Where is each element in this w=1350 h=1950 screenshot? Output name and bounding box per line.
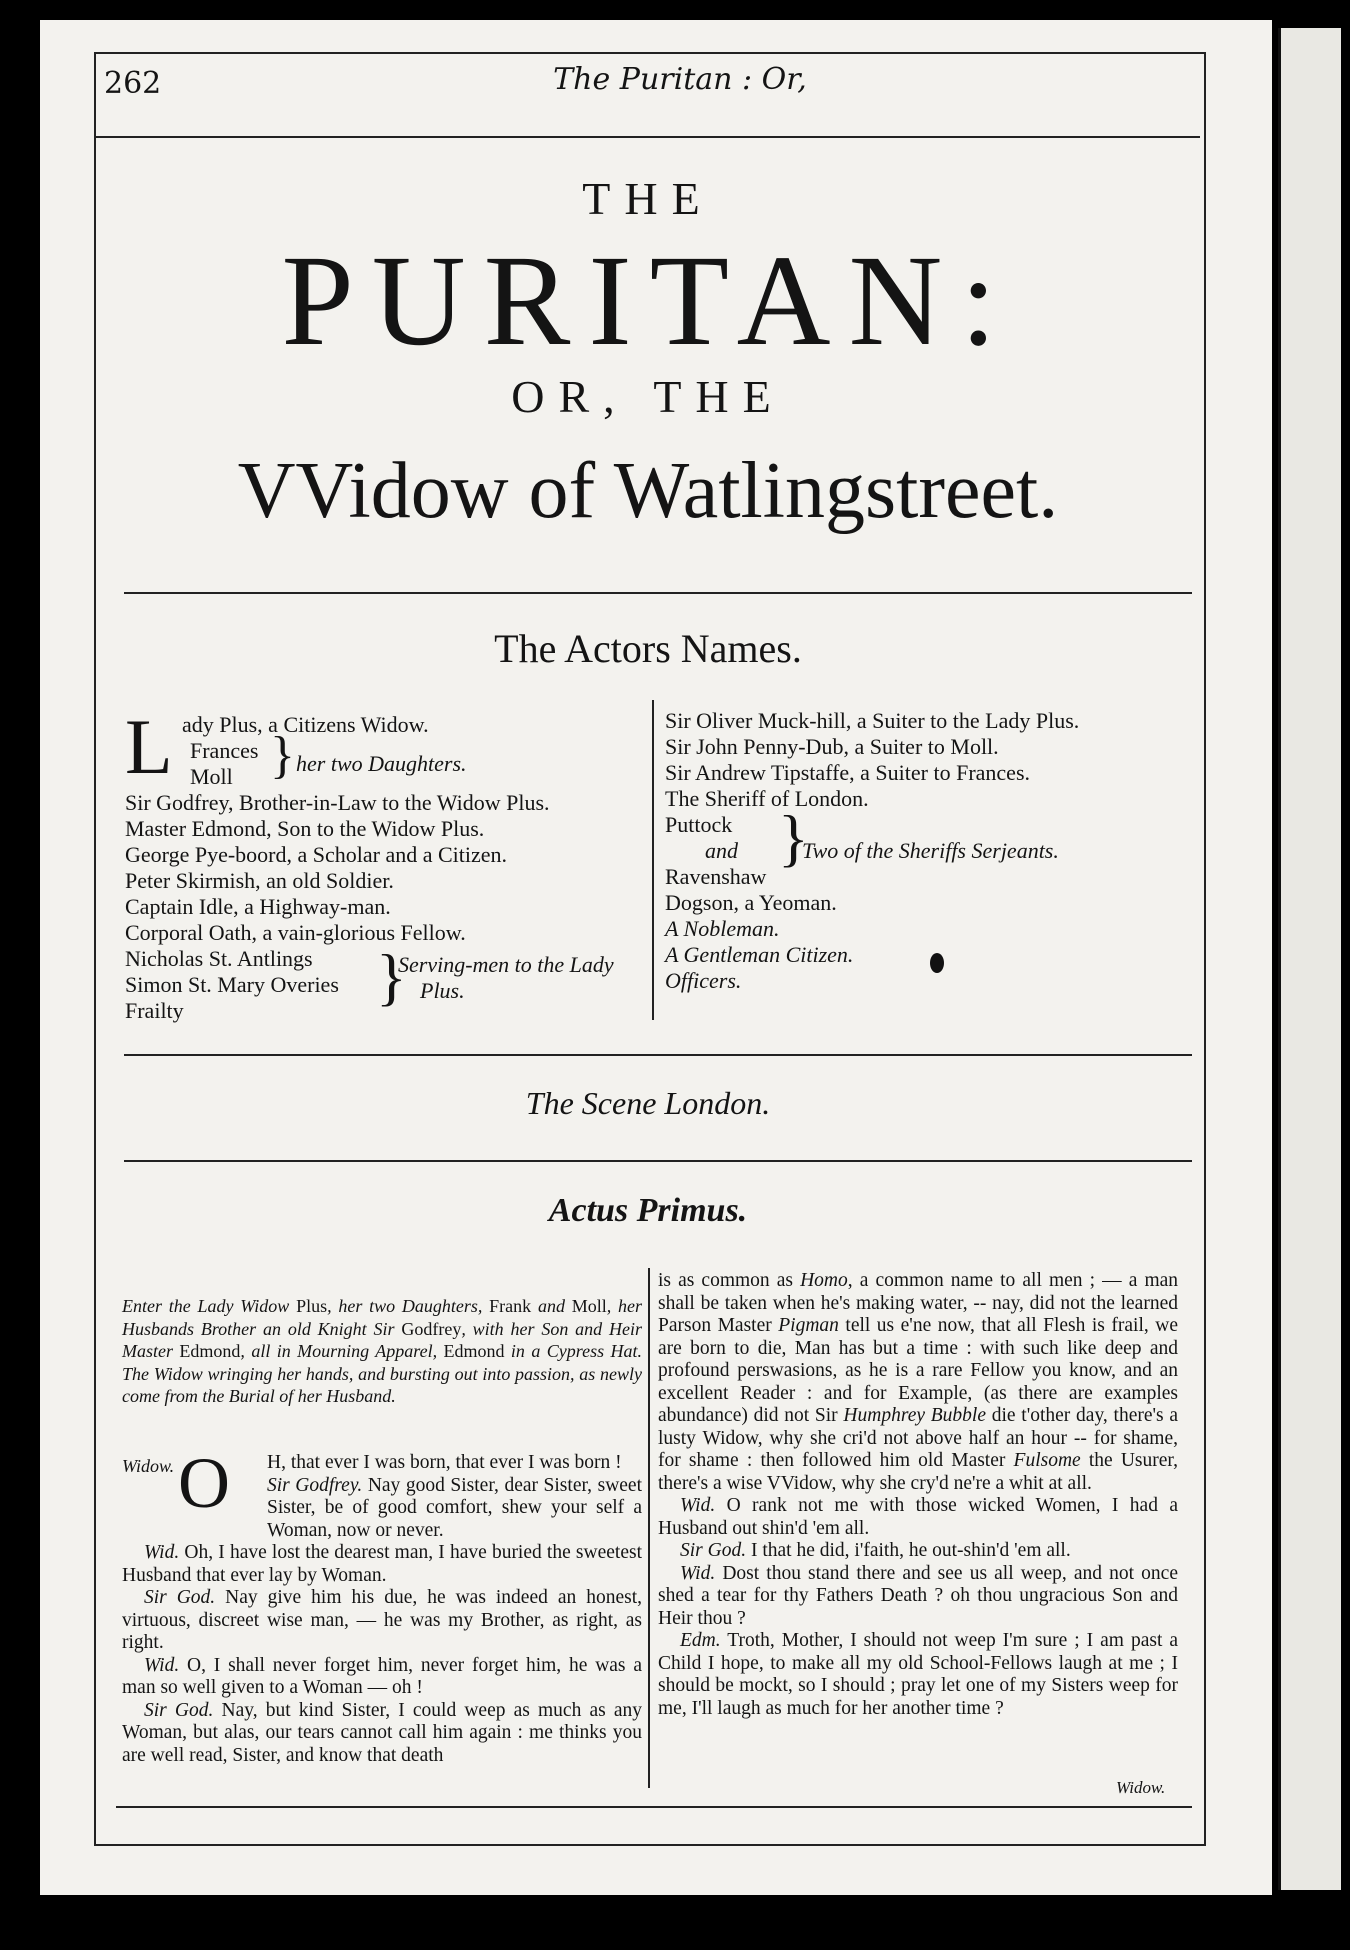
cast-serving-note-2: Plus. [420, 978, 465, 1003]
speech-widow-2: Wid. Oh, I have lost the dearest man, I have buried the sweetest Husband that ever lay by Woman. [122, 1542, 642, 1586]
title-rule [124, 592, 1192, 594]
speaker-widow: Widow. [122, 1456, 175, 1476]
cast-frailty: Frailty [125, 998, 184, 1023]
cast-frances: Frances [190, 738, 259, 763]
speech-widow-4: Wid. O rank not me with those wicked Women, I had a Husband out shin'd 'em all. [658, 1495, 1178, 1539]
dialogue-column-rule [648, 1268, 650, 1788]
speech-widow-5: Wid. Dost thou stand there and see us all weep, and not once shed a tear for thy Fathers Death ? oh thou ungracious Son and Heir thou ? [658, 1562, 1178, 1629]
cast-tipstaffe: Sir Andrew Tipstaffe, a Suiter to Frances. [665, 760, 1031, 785]
cast-nicholas: Nicholas St. Antlings [125, 946, 313, 971]
cast-daughters-note: her two Daughters. [296, 751, 467, 776]
title-or-the: OR, THE [511, 371, 785, 422]
stage-direction: Enter the Lady Widow Plus, her two Daughters, Frank and Moll, her Husbands Brother an old Knight Sir Godfrey, with her Son and Heir Master Edmond, all in Mourning Apparel, Edmond in a Cypress Hat. The Widow wringing her hands, and bursting out into passion, as newly come from the Burial of her Husband. [122, 1296, 643, 1406]
cast-nobleman: A Nobleman. [665, 916, 780, 941]
cast-dogson: Dogson, a Yeoman. [665, 890, 837, 915]
speech-edmond-1: Edm. Troth, Mother, I should not weep I'm sure ; I am past a Child I hope, to make all my old School-Fellows laugh at me ; I should be mockt, so I should ; pray let one of my Sisters weep for me, I'll laugh as much for her another time ? [658, 1630, 1178, 1719]
brace-daughters: } [270, 727, 295, 784]
cast-skirmish: Peter Skirmish, an old Soldier. [125, 868, 394, 893]
catchword: Widow. [1116, 1778, 1166, 1797]
scene-heading: The Scene London. [525, 1085, 771, 1121]
title-puritan: PURITAN: [281, 229, 1015, 373]
page-number: 262 [104, 66, 162, 101]
header-rule [96, 136, 1200, 138]
speech-godfrey-2: Sir God. Nay give him his due, he was indeed an honest, virtuous, discreet wise man, — he was my Brother, as right, as right. [122, 1587, 642, 1653]
speech-godfrey-3: Sir God. Nay, but kind Sister, I could weep as much as any Woman, but alas, our tears cannot call him again : me thinks you are well read, Sister, and know that death [122, 1699, 642, 1766]
cast-sir-godfrey: Sir Godfrey, Brother-in-Law to the Widow Plus. [125, 790, 550, 815]
cast-oath: Corporal Oath, a vain-glorious Fellow. [125, 920, 466, 945]
scene-rule [124, 1160, 1192, 1162]
cast-sheriff: The Sheriff of London. [665, 786, 869, 811]
cast-moll: Moll [190, 764, 233, 789]
cast-column-rule [652, 700, 654, 1020]
cast-pye-boord: George Pye-boord, a Scholar and a Citizen. [125, 842, 508, 867]
cast-lady-plus: ady Plus, a Citizens Widow. [182, 712, 429, 737]
cast-puttock: Puttock [665, 812, 733, 837]
cast-muck-hill: Sir Oliver Muck-hill, a Suiter to the Lady Plus. [665, 708, 1080, 733]
speech-widow-3: Wid. O, I shall never forget him, never forget him, he was a man so well given to a Woman — oh ! [122, 1654, 642, 1698]
cast-edmond: Master Edmond, Son to the Widow Plus. [125, 816, 485, 841]
dialogue-left-column [122, 1452, 642, 1767]
dropcap-o: O [178, 1443, 230, 1523]
cast-idle: Captain Idle, a Highway-man. [125, 894, 391, 919]
cast-penny-dub: Sir John Penny-Dub, a Suiter to Moll. [665, 734, 999, 759]
brace-serving-men: } [376, 941, 407, 1012]
dropcap-l: L [125, 703, 173, 790]
cast-gentleman-citizen: A Gentleman Citizen. [665, 942, 854, 967]
facing-page-edge [1278, 28, 1341, 1890]
running-title: The Puritan : Or, [553, 62, 807, 97]
speech-godfrey-continued: is as common as Homo, a common name to all men ; — a man shall be taken when he's making water, -- nay, did not the learned Parson Master Pigman tell us e'ne now, that all Flesh is frail, we are born to die, Man has but a time : with such like deep and profound perswasions, as he is a rare Fellow you know, and an excellent Reader : and for Example, (as there are examples abundance) did not Sir Humphrey Bubble die t'other day, there's a lusty Widow, why she cri'd not above half an hour -- for shame, for shame : then followed him old Master Fulsome the Usurer, there's a wise VVidow, why she cry'd ne're a whit at all. [658, 1270, 1179, 1494]
ink-blot [930, 953, 944, 973]
speech-godfrey-4: Sir God. I that he did, i'faith, he out-shin'd 'em all. [680, 1540, 1071, 1561]
act-heading: Actus Primus. [548, 1192, 748, 1229]
cast-simon: Simon St. Mary Overies [125, 972, 339, 997]
cast-ravenshaw: Ravenshaw [665, 864, 767, 889]
dialogue-right-column [658, 1270, 1178, 1720]
title-widow-of-watlingstreet: VVidow of Watlingstreet. [237, 447, 1059, 535]
brace-serjeants: } [778, 802, 809, 873]
cast-officers: Officers. [665, 968, 742, 993]
cast-bottom-rule [124, 1054, 1192, 1056]
footer-rule [116, 1806, 1192, 1808]
speech-widow-1: H, that ever I was born, that ever I was born ! [267, 1452, 622, 1473]
speech-godfrey-1: Sir Godfrey. Nay good Sister, dear Sister, sweet Sister, be of good comfort, shew your self a Woman, now or never. [267, 1474, 642, 1541]
actors-heading: The Actors Names. [494, 626, 802, 671]
cast-and: and [705, 838, 738, 863]
cast-serjeants-note: Two of the Sheriffs Serjeants. [802, 838, 1059, 863]
cast-serving-note-1: Serving-men to the Lady [398, 952, 614, 977]
title-the: THE [582, 173, 714, 224]
